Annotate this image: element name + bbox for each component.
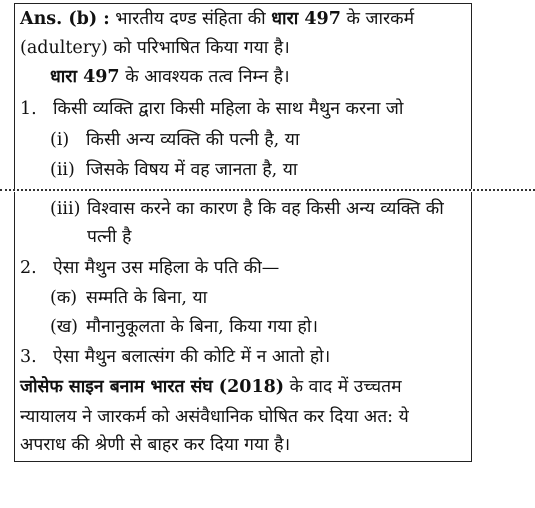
point-2-b bbox=[50, 315, 318, 339]
point-2-b-number: (ख) bbox=[50, 317, 78, 337]
point-1-iii-continuation: पत्नी है bbox=[87, 227, 132, 247]
point-2 bbox=[20, 256, 279, 280]
point-1-iii-number: (iii) bbox=[50, 199, 81, 219]
case-name: जोसेफ साइन बनाम भारत संघ (2018) bbox=[20, 377, 285, 397]
answer-intro-end: के जारकर्म bbox=[346, 9, 415, 29]
point-3-text: ऐसा मैथुन बलात्संग की कोटि में न आतो हो। bbox=[53, 347, 331, 367]
essentials-text: के आवश्यक तत्व निम्न है। bbox=[125, 67, 290, 87]
essentials-heading bbox=[50, 65, 290, 89]
answer-intro: भारतीय दण्ड संहिता की bbox=[115, 9, 266, 29]
answer-label: Ans. (b) : bbox=[20, 9, 110, 29]
point-1-i-number: (i) bbox=[50, 130, 70, 150]
point-1-ii-text: जिसके विषय में वह जानता है, या bbox=[86, 160, 298, 180]
point-2-a-text: सम्मति के बिना, या bbox=[86, 288, 208, 308]
point-2-a-number: (क) bbox=[50, 288, 78, 308]
point-1-i-text: किसी अन्य व्यक्ति की पत्नी है, या bbox=[86, 130, 300, 150]
point-3-number: 3. bbox=[20, 347, 37, 367]
point-2-a bbox=[50, 286, 207, 310]
point-2-b-text: मौनानुकूलता के बिना, किया गया हो। bbox=[86, 317, 319, 337]
point-1-iii bbox=[50, 197, 444, 221]
section-reference: धारा 497 bbox=[271, 9, 341, 29]
point-1-ii bbox=[50, 158, 297, 182]
case-line-1 bbox=[20, 375, 402, 399]
answer-line-2: (adultery) को परिभाषित किया गया है। bbox=[20, 38, 290, 58]
case-line-2: न्यायालय ने जारकर्म को असंवैधानिक घोषित कर दिया अत: ये bbox=[20, 407, 409, 427]
point-1-ii-number: (ii) bbox=[50, 160, 75, 180]
case-line-3: अपराध की श्रेणी से बाहर कर दिया गया है। bbox=[20, 435, 291, 455]
case-text-1: के वाद में उच्चतम bbox=[289, 377, 402, 397]
point-1-iii-text: विश्वास करने का कारण है कि वह किसी अन्य व्यक्ति की bbox=[87, 199, 444, 219]
point-1-i bbox=[50, 128, 299, 152]
point-3 bbox=[20, 345, 330, 369]
point-1 bbox=[20, 97, 403, 121]
point-1-number: 1. bbox=[20, 99, 37, 119]
essentials-section: धारा 497 bbox=[50, 67, 120, 87]
answer-line-1 bbox=[20, 7, 414, 31]
point-2-number: 2. bbox=[20, 258, 37, 278]
point-1-text: किसी व्यक्ति द्वारा किसी महिला के साथ मैथुन करना जो bbox=[53, 99, 404, 119]
page-break-separator bbox=[0, 189, 535, 191]
point-2-text: ऐसा मैथुन उस महिला के पति की— bbox=[53, 258, 280, 278]
